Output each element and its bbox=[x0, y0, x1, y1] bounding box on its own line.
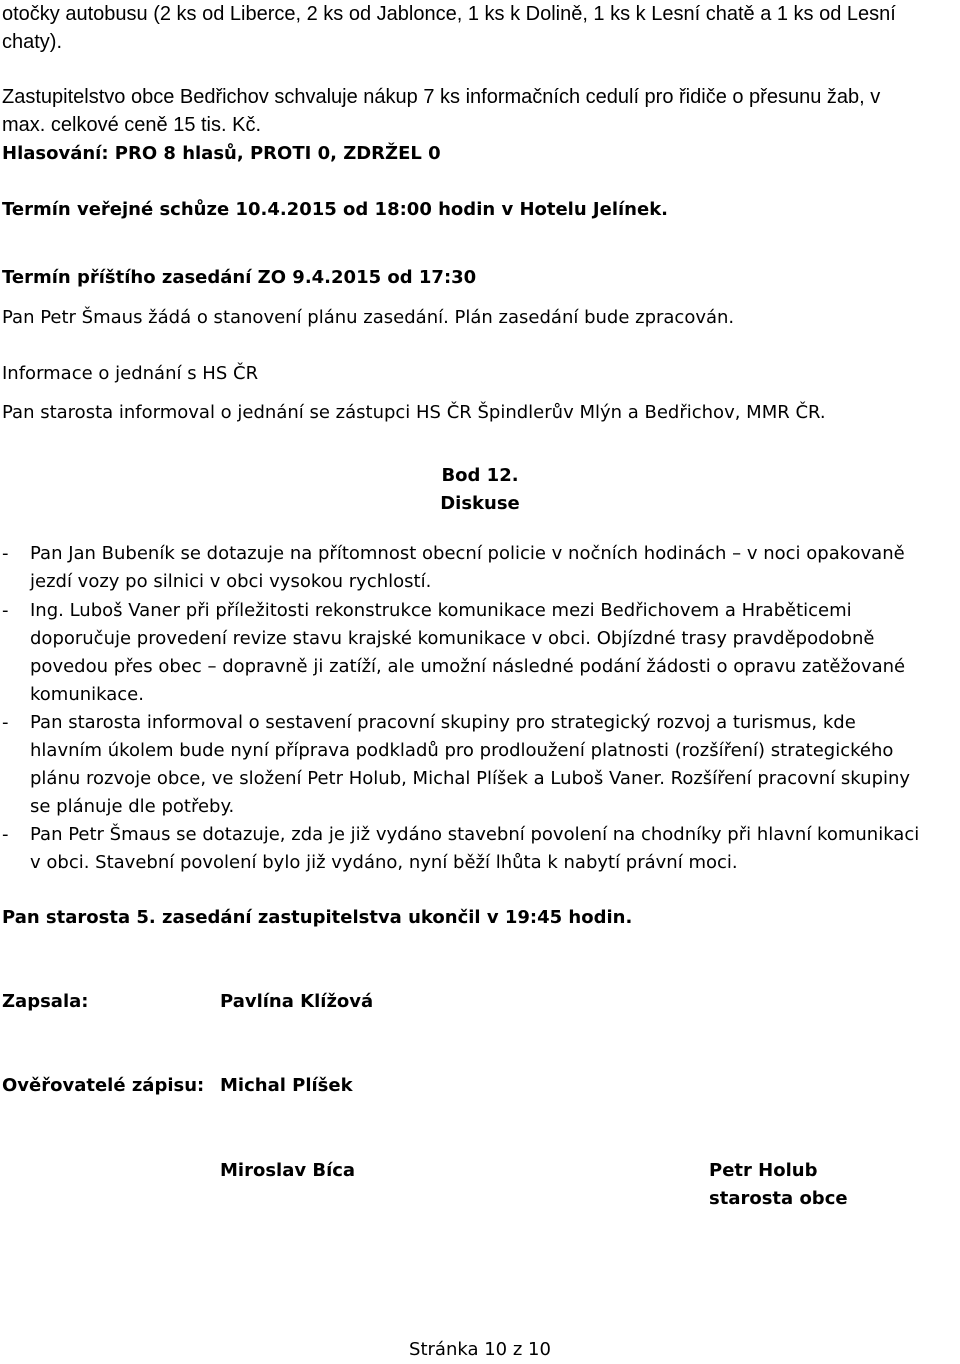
verifier-name-2: Miroslav Bíca bbox=[220, 1160, 356, 1181]
discussion-text: Ing. Luboš Vaner při příležitosti rekonstrukce komunikace mezi Bedřichovem a Hraběticemi bbox=[30, 600, 852, 621]
resolution-line-2: max. celkové ceně 15 tis. Kč. bbox=[2, 114, 262, 136]
list-dash: - bbox=[2, 543, 9, 564]
section-number: Bod 12. bbox=[441, 465, 519, 486]
discussion-text: plánu rozvoje obce, ve složení Petr Holub, Michal Plíšek a Luboš Vaner. Rozšíření pracovní skupiny bbox=[30, 768, 911, 789]
intro-line-1: otočky autobusu (2 ks od Liberce, 2 ks od Jablonce, 1 ks k Dolině, 1 ks k Lesní chatě a 1 ks od Lesní bbox=[2, 3, 896, 25]
discussion-text: povedou přes obec – dopravně ji zatíží, ale umožní následné podání žádosti o opravu zatěžované bbox=[30, 656, 906, 677]
list-dash: - bbox=[2, 712, 9, 733]
discussion-text: Pan starosta informoval o sestavení pracovní skupiny pro strategický rozvoj a turismus, kde bbox=[30, 712, 856, 733]
discussion-text: jezdí vozy po silnici v obci vysokou rychlostí. bbox=[30, 571, 432, 592]
resolution-line-1: Zastupitelstvo obce Bedřichov schvaluje nákup 7 ks informačních cedulí pro řidiče o přesunu žab, v bbox=[2, 86, 881, 108]
discussion-text: se plánuje dle potřeby. bbox=[30, 796, 235, 817]
mayor-name: Petr Holub bbox=[709, 1160, 818, 1181]
discussion-text: komunikace. bbox=[30, 684, 144, 705]
list-dash: - bbox=[2, 600, 9, 621]
next-session-heading: Termín příštího zasedání ZO 9.4.2015 od 17:30 bbox=[2, 267, 477, 288]
hs-info-heading: Informace o jednání s HS ČR bbox=[2, 363, 259, 384]
discussion-text: Pan Petr Šmaus se dotazuje, zda je již vydáno stavební povolení na chodníky při hlavní komunikaci bbox=[30, 824, 920, 845]
verifiers-label: Ověřovatelé zápisu: bbox=[2, 1075, 205, 1096]
page-number: Stránka 10 z 10 bbox=[409, 1339, 551, 1360]
discussion-text: v obci. Stavební povolení bylo již vydáno, nyní běží lhůta k nabytí právní moci. bbox=[30, 852, 738, 873]
list-dash: - bbox=[2, 824, 9, 845]
verifier-name-1: Michal Plíšek bbox=[220, 1075, 353, 1096]
closing-statement: Pan starosta 5. zasedání zastupitelstva ukončil v 19:45 hodin. bbox=[2, 907, 633, 928]
discussion-text: Pan Jan Bubeník se dotazuje na přítomnost obecní policie v nočních hodinách – v noci opakovaně bbox=[30, 543, 905, 564]
mayor-title: starosta obce bbox=[709, 1188, 848, 1209]
discussion-text: hlavním úkolem bude nyní příprava podkladů pro prodloužení platnosti (rozšíření) strategického bbox=[30, 740, 894, 761]
public-meeting-date: Termín veřejné schůze 10.4.2015 od 18:00 hodin v Hotelu Jelínek. bbox=[2, 199, 669, 220]
discussion-text: doporučuje provedení revize stavu krajské komunikace v obci. Objízdné trasy pravděpodobně bbox=[30, 628, 875, 649]
intro-line-2: chaty). bbox=[2, 31, 63, 53]
resolution-vote: Hlasování: PRO 8 hlasů, PROTI 0, ZDRŽEL 0 bbox=[2, 143, 441, 164]
next-session-text: Pan Petr Šmaus žádá o stanovení plánu zasedání. Plán zasedání bude zpracován. bbox=[2, 307, 735, 328]
hs-info-text: Pan starosta informoval o jednání se zástupci HS ČR Špindlerův Mlýn a Bedřichov, MMR ČR. bbox=[2, 402, 826, 423]
recorded-by-name: Pavlína Klížová bbox=[220, 991, 374, 1012]
section-title: Diskuse bbox=[440, 493, 520, 514]
recorded-by-label: Zapsala: bbox=[2, 991, 89, 1012]
